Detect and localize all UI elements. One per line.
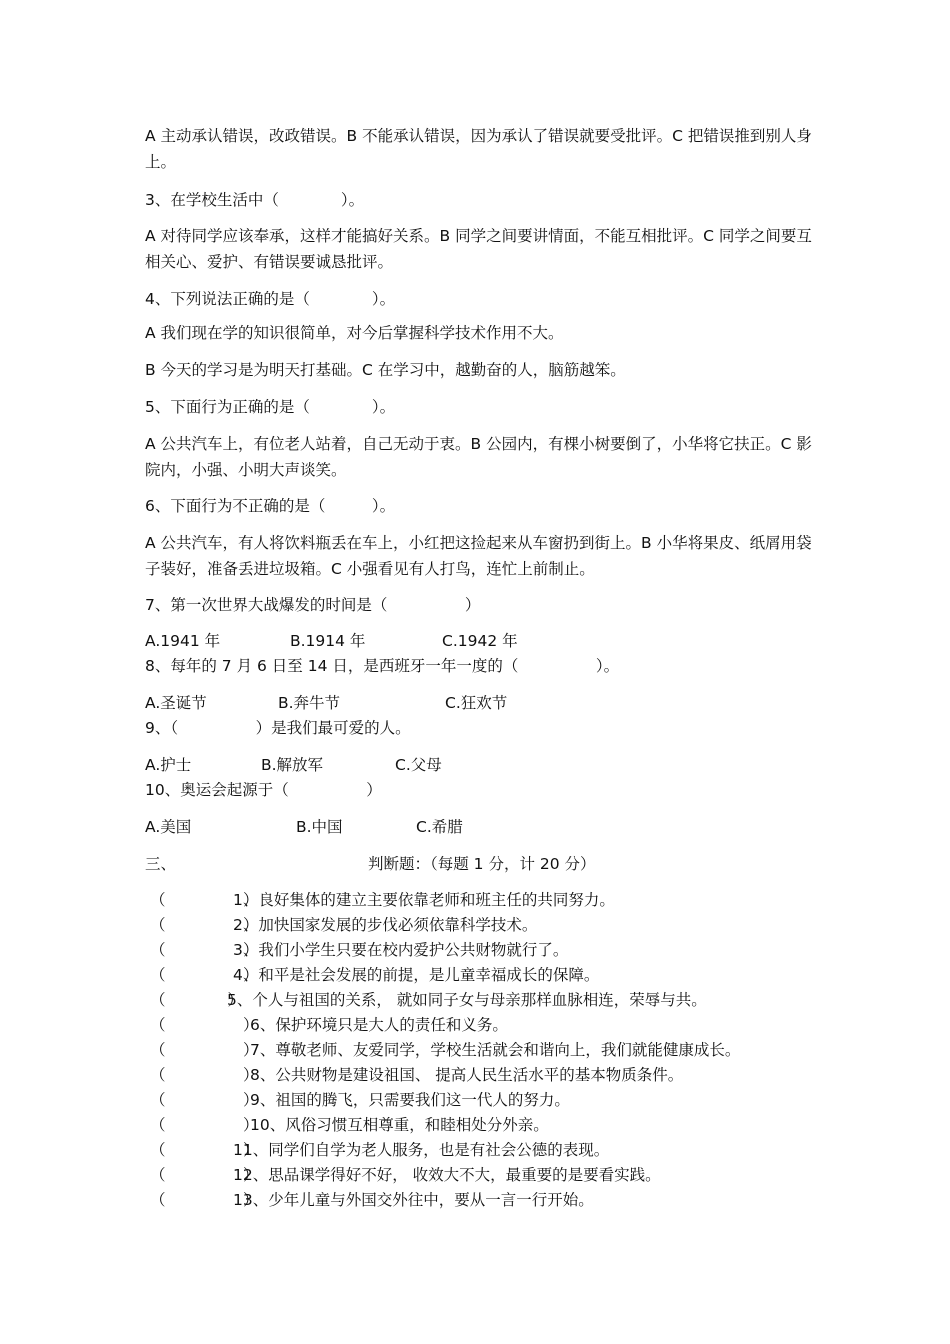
q6-stem: 6、下面行为不正确的是（ ）。 <box>145 497 396 515</box>
q9-option-b: B.解放军 <box>261 756 324 774</box>
judgment-statement: 1、良好集体的建立主要依靠老师和班主任的共同努力。 <box>233 891 615 909</box>
q9-stem: 9、（ ）是我们最可爱的人。 <box>145 719 411 737</box>
q5-stem: 5、下面行为正确的是（ ）。 <box>145 398 396 416</box>
judgment-item <box>150 1140 810 1160</box>
answer-blank: （ ） <box>150 1191 259 1209</box>
judgment-item <box>150 1065 810 1085</box>
judgment-statement: 7、尊敬老师、友爱同学，学校生活就会和谐向上，我们就能健康成长。 <box>250 1041 741 1059</box>
q7-options <box>145 631 805 651</box>
answer-blank: （ ） <box>150 966 259 984</box>
q8-option-c: C.狂欢节 <box>445 694 508 712</box>
section-heading <box>145 854 805 874</box>
answer-blank: （ ） <box>150 891 259 909</box>
q7-option-a: A.1941 年 <box>145 632 221 650</box>
q10-stem: 10、奥运会起源于（ ） <box>145 781 382 799</box>
section-number: 三、 <box>145 855 177 873</box>
q4-stem: 4、下列说法正确的是（ ）。 <box>145 290 396 308</box>
judgment-item <box>150 965 810 985</box>
answer-blank: （ ） <box>150 1091 259 1109</box>
answer-blank: （ ） <box>150 1166 259 1184</box>
q10-options <box>145 817 805 837</box>
answer-blank: （ ） <box>150 1041 259 1059</box>
q10-option-c: C.希腊 <box>416 818 463 836</box>
judgment-item <box>150 1190 810 1210</box>
q8-option-a: A.圣诞节 <box>145 694 207 712</box>
judgment-item <box>150 1165 810 1185</box>
answer-blank: （ ） <box>150 1016 259 1034</box>
q7-stem: 7、第一次世界大战爆发的时间是（ ） <box>145 596 481 614</box>
judgment-statement: 3、我们小学生只要在校内爱护公共财物就行了。 <box>233 941 569 959</box>
judgment-statement: 4、和平是社会发展的前提，是儿童幸福成长的保障。 <box>233 966 600 984</box>
judgment-statement: 5、个人与祖国的关系， 就如同子女与母亲那样血脉相连，荣辱与共。 <box>227 991 707 1009</box>
judgment-item <box>150 1040 810 1060</box>
q2-options: A 主动承认错误，改政错误。B 不能承认错误，因为承认了错误就要受批评。C 把错误推到别人身上。 <box>145 127 812 171</box>
q7-option-b: B.1914 年 <box>290 632 366 650</box>
judgment-statement: 6、保护环境只是大人的责任和义务。 <box>250 1016 508 1034</box>
judgment-item <box>150 990 810 1010</box>
judgment-item <box>150 940 810 960</box>
judgment-statement: 2、加快国家发展的步伐必须依靠科学技术。 <box>233 916 538 934</box>
q4-option-a: A 我们现在学的知识很简单，对今后掌握科学技术作用不大。 <box>145 324 564 342</box>
q10-option-a: A.美国 <box>145 818 192 836</box>
q8-options <box>145 693 805 713</box>
judgment-statement: 10、风俗习惯互相尊重，和睦相处分外亲。 <box>250 1116 549 1134</box>
q10-option-b: B.中国 <box>296 818 343 836</box>
q5-options: A 公共汽车上，有位老人站着，自己无动于衷。B 公园内，有棵小树要倒了，小华将它扶正。C 影院内，小强、小明大声谈笑。 <box>145 435 812 479</box>
answer-blank: （ ） <box>150 1141 259 1159</box>
q9-options <box>145 755 805 775</box>
answer-blank: （ ） <box>150 991 244 1009</box>
q3-options: A 对待同学应该奉承，这样才能搞好关系。B 同学之间要讲情面，不能互相批评。C 同学之间要互相关心、爱护、有错误要诚恳批评。 <box>145 227 812 271</box>
answer-blank: （ ） <box>150 941 259 959</box>
judgment-item <box>150 1090 810 1110</box>
q3-stem: 3、在学校生活中（ ）。 <box>145 191 365 209</box>
q9-option-c: C.父母 <box>395 756 442 774</box>
judgment-item <box>150 915 810 935</box>
answer-blank: （ ） <box>150 1066 259 1084</box>
judgment-statement: 12、思品课学得好不好， 收效大不大，最重要的是要看实践。 <box>233 1166 661 1184</box>
answer-blank: （ ） <box>150 916 259 934</box>
q9-option-a: A.护士 <box>145 756 192 774</box>
judgment-statement: 9、祖国的腾飞，只需要我们这一代人的努力。 <box>250 1091 570 1109</box>
judgment-statement: 8、公共财物是建设祖国、 提高人民生活水平的基本物质条件。 <box>250 1066 684 1084</box>
q7-option-c: C.1942 年 <box>442 632 518 650</box>
section-title: 判断题：（每题 1 分，计 20 分） <box>368 855 596 873</box>
judgment-statement: 11、同学们自学为老人服务，也是有社会公德的表现。 <box>233 1141 610 1159</box>
q4-option-bc: B 今天的学习是为明天打基础。C 在学习中，越勤奋的人，脑筋越笨。 <box>145 361 626 379</box>
judgment-item <box>150 890 810 910</box>
q6-options: A 公共汽车，有人将饮料瓶丢在车上，小红把这捡起来从车窗扔到街上。B 小华将果皮、纸屑用袋子装好，准备丢进垃圾箱。C 小强看见有人打鸟，连忙上前制止。 <box>145 534 812 578</box>
answer-blank: （ ） <box>150 1116 259 1134</box>
q8-option-b: B.奔牛节 <box>278 694 341 712</box>
judgment-item <box>150 1115 810 1135</box>
judgment-item <box>150 1015 810 1035</box>
q8-stem: 8、每年的 7 月 6 日至 14 日，是西班牙一年一度的（ ）。 <box>145 657 620 675</box>
judgment-statement: 13、少年儿童与外国交外往中，要从一言一行开始。 <box>233 1191 594 1209</box>
